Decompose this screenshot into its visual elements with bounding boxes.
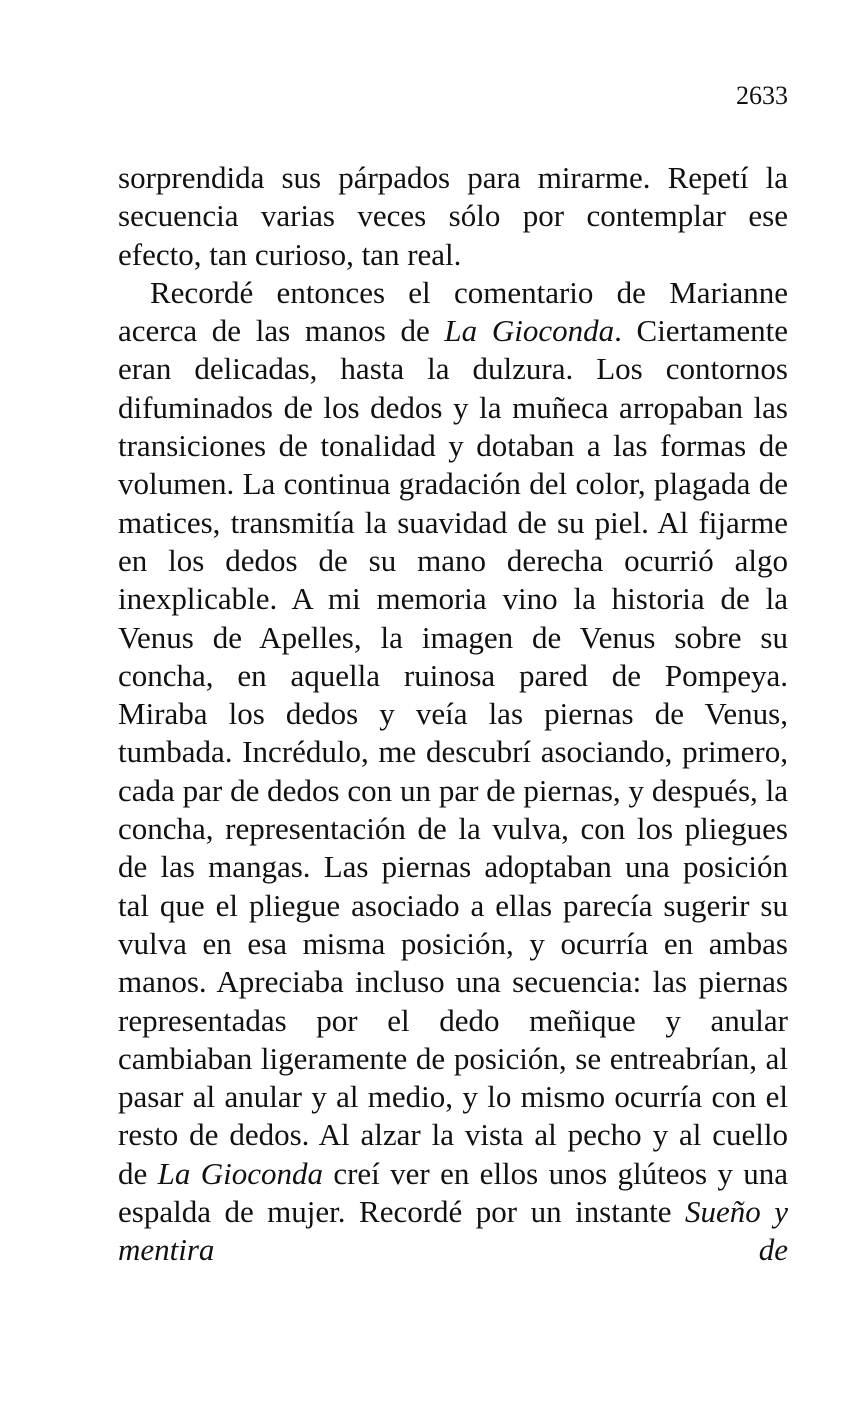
page-number: 2633 — [736, 81, 788, 110]
text-segment: sorprendida sus párpados para mirarme. Repetí la secuencia varias veces sólo por contemplar ese efecto, tan curioso, tan real. — [118, 160, 788, 272]
text-segment: creí ver en ellos unos glúteos y una espalda de mujer. Recordé por un instante — [118, 1155, 789, 1230]
paragraph-1 — [118, 159, 788, 274]
paragraph-2 — [118, 274, 788, 1270]
book-title-italic: Sueño y mentira de — [118, 1194, 788, 1268]
book-title-italic: La Gioconda — [444, 313, 615, 349]
text-segment: . Ciertamente eran delicadas, hasta la dulzura. Los contornos difuminados de los dedos y la muñeca arropaban las transiciones de tonalidad y dotaban a las formas de volumen. La continua gradación del color, plagada de matices, transmitía la suavidad de su piel. Al fijarme en los dedos de su mano derecha ocurrió algo inexplicable. A mi memoria vino la historia de la Venus de Apelles, la imagen de Venus sobre su concha, en aquella ruinosa pared de Pompeya. Miraba los dedos y veía las piernas de Venus, tumbada. Incrédulo, me descubrí asociando, primero, cada par de dedos con un par de piernas, y después, la concha, representación de la vulva, con los pliegues de las mangas. Las piernas adoptaban una posición tal que el pliegue asociado a ellas parecía sugerir su vulva en esa misma posición, y ocurría en ambas manos. Apreciaba incluso una secuencia: las piernas representadas por el dedo meñique y anular cambiaban ligeramente de posición, se entreabrían, al pasar al anular y al medio, y lo mismo ocurría con el resto de dedos. Al alzar la vista al pecho y al cuello de — [118, 313, 789, 1191]
text-segment: Recordé entonces el comentario de Marianne acerca de las manos de — [118, 274, 788, 349]
book-title-italic: La Gioconda — [157, 1155, 323, 1191]
body-text — [118, 159, 788, 1270]
